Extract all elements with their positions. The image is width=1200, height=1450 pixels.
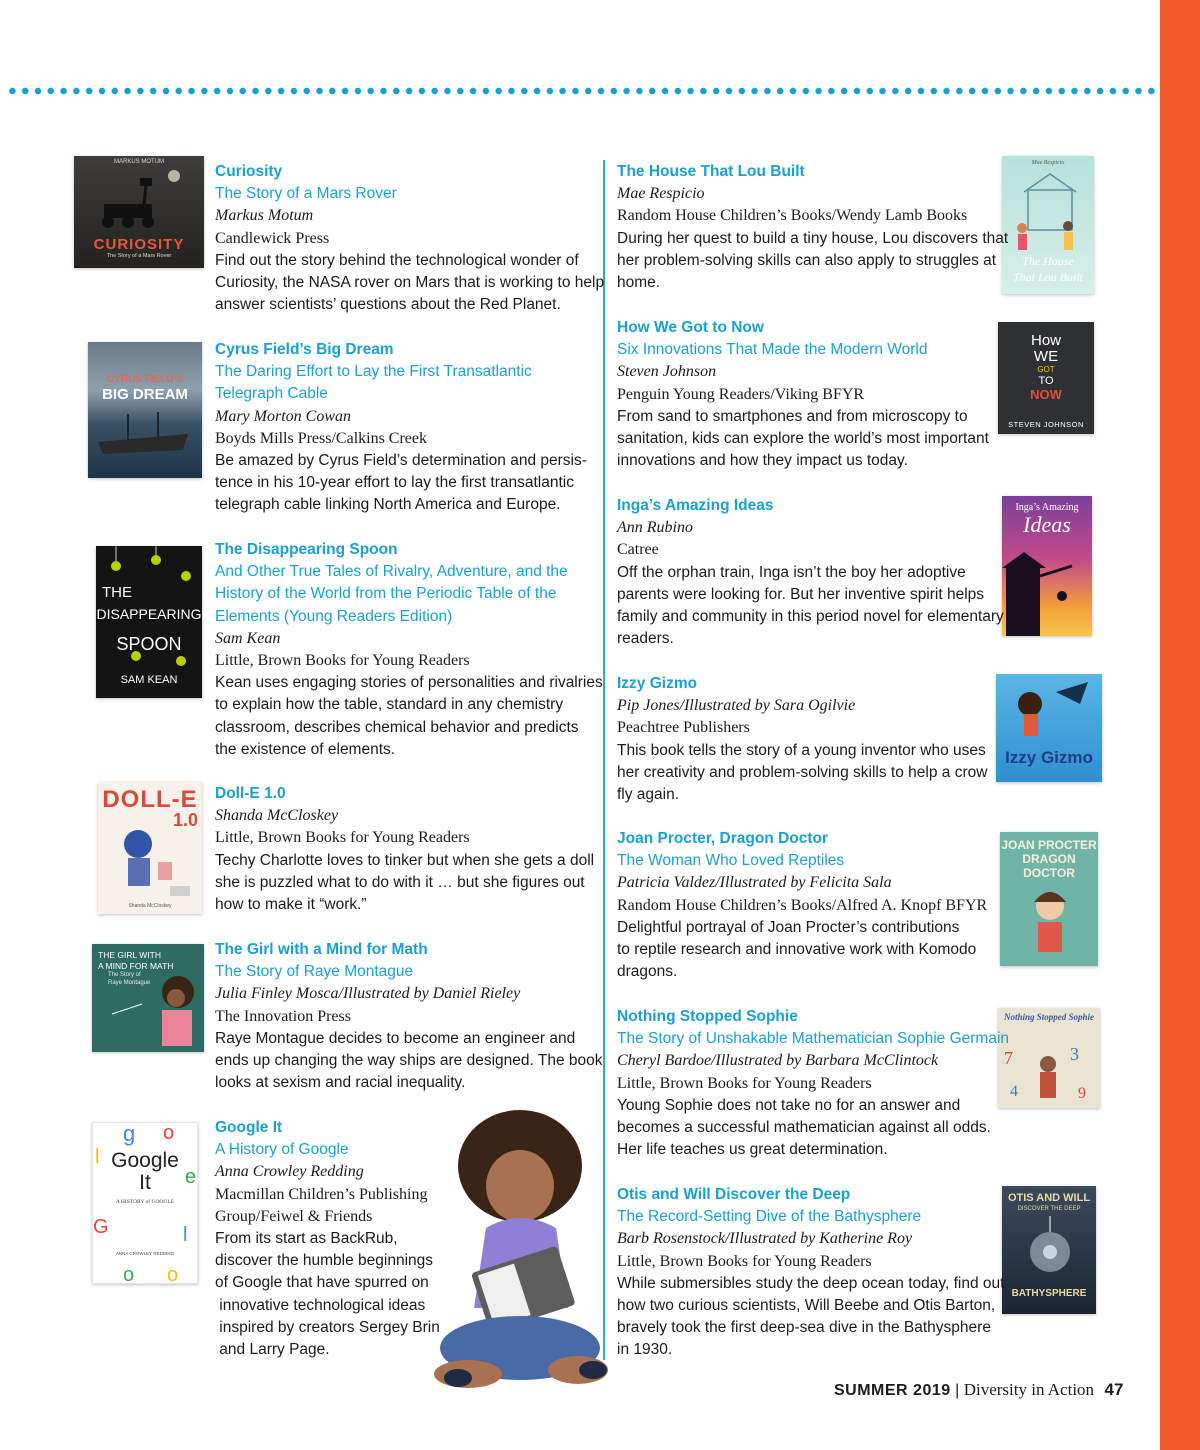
svg-text:9: 9 bbox=[1078, 1085, 1086, 1102]
page-edge-bar bbox=[1160, 0, 1200, 1450]
svg-text:7: 7 bbox=[1004, 1048, 1013, 1068]
book-title: The House That Lou Built bbox=[617, 163, 805, 180]
svg-text:l: l bbox=[95, 1146, 100, 1168]
cover-title-line-2: That Lou Built bbox=[1012, 270, 1083, 284]
cover-word-how: How bbox=[1030, 332, 1061, 349]
cover-curiosity bbox=[74, 156, 204, 268]
book-entry-house-lou-built bbox=[617, 161, 1008, 294]
cover-google-it bbox=[92, 1122, 198, 1284]
cover-version: 1.0 bbox=[172, 810, 198, 830]
book-entry-cyrus-field bbox=[215, 339, 587, 517]
book-publisher: Random House Children’s Books/Wendy Lamb Books bbox=[617, 207, 968, 225]
cover-subtitle: A HISTORY of GOOGLE bbox=[115, 1199, 175, 1205]
girl-with-doll-illustration bbox=[98, 782, 202, 914]
book-publisher: Macmillan Children’s Publishing bbox=[215, 1185, 428, 1203]
book-author: Sam Kean bbox=[215, 629, 281, 647]
book-description-line: Her life teaches us great determination. bbox=[617, 1141, 888, 1159]
cover-subtitle-1: The Story of bbox=[108, 972, 141, 978]
book-entry-joan-procter bbox=[617, 828, 987, 983]
book-title: The Girl with a Mind for Math bbox=[215, 941, 428, 958]
joan-portrait-illustration bbox=[1000, 832, 1098, 966]
book-subtitle: And Other True Tales of Rivalry, Adventure, and the bbox=[215, 563, 568, 581]
cover-title-it: It bbox=[139, 1171, 151, 1194]
book-description-line: her creativity and problem-solving skills to help a crow bbox=[617, 763, 988, 781]
cover-title-line-2: DRAGON DOCTOR bbox=[1022, 852, 1076, 880]
book-description-line: Find out the story behind the technological wonder of bbox=[215, 251, 579, 269]
book-entry-ingas-amazing-ideas bbox=[617, 495, 1004, 650]
footer-magazine: Diversity in Action bbox=[963, 1380, 1095, 1399]
book-author: Barb Rosenstock/Illustrated by Katherine Roy bbox=[617, 1230, 913, 1248]
book-description-line: telegraph cable linking North America and Europe. bbox=[215, 496, 561, 514]
book-subtitle: Six Innovations That Made the Modern World bbox=[617, 341, 928, 359]
svg-text:G: G bbox=[93, 1216, 109, 1238]
book-title: Doll-E 1.0 bbox=[215, 785, 286, 802]
book-subtitle: The Woman Who Loved Reptiles bbox=[617, 852, 845, 870]
book-description-line: fly again. bbox=[617, 786, 680, 804]
dotted-rule bbox=[6, 84, 1158, 98]
book-description-line: This book tells the story of a young inventor who uses bbox=[617, 741, 986, 759]
book-description-line: to reptile research and innovative work with Komodo bbox=[617, 941, 977, 959]
book-author: Mae Respicio bbox=[617, 185, 705, 203]
book-description-line: classroom, describes chemical behavior and predicts bbox=[215, 718, 579, 736]
book-description-line: parents were looking for. But her inventive spirit helps bbox=[617, 585, 985, 603]
book-description-line: how to make it “work.” bbox=[215, 896, 367, 914]
book-title: Nothing Stopped Sophie bbox=[617, 1008, 798, 1025]
book-description-line: looks at sexism and racial inequality. bbox=[215, 1074, 466, 1092]
book-description-line: answer scientists’ questions about the Red Planet. bbox=[215, 296, 561, 314]
svg-text:4: 4 bbox=[1010, 1083, 1018, 1100]
book-author: Shanda McCloskey bbox=[215, 807, 339, 825]
book-description-line: bravely took the first deep-sea dive in the Bathysphere bbox=[617, 1319, 991, 1337]
cover-author: Shanda McCloskey bbox=[128, 903, 172, 909]
cover-house-lou-built bbox=[1002, 156, 1094, 294]
girl-reading-photo bbox=[428, 1108, 613, 1408]
cover-otis-and-will bbox=[1002, 1186, 1096, 1314]
book-publisher: Group/Feiwel & Friends bbox=[215, 1207, 373, 1225]
cover-izzy-gizmo bbox=[996, 674, 1102, 782]
book-author: Patricia Valdez/Illustrated by Felicita Sala bbox=[617, 874, 892, 892]
footer-issue: SUMMER 2019 bbox=[834, 1382, 951, 1399]
girl-illustration bbox=[92, 944, 204, 1052]
cover-author: SAM KEAN bbox=[120, 674, 178, 686]
book-description-line: home. bbox=[617, 274, 661, 292]
book-description-line: Off the orphan train, Inga isn’t the boy her adoptive bbox=[617, 563, 966, 581]
book-description-line: and Larry Page. bbox=[215, 1341, 330, 1359]
book-description-line: tence in his 10-year effort to lay the first transatlantic bbox=[215, 474, 574, 492]
book-description-line: Curiosity, the NASA rover on Mars that is working to help bbox=[215, 274, 605, 292]
book-description-line: Delightful portrayal of Joan Procter’s contributions bbox=[617, 918, 960, 936]
cover-title-line-1: The House bbox=[1022, 254, 1074, 268]
book-author: Mary Morton Cowan bbox=[215, 407, 351, 425]
cover-word-to: TO bbox=[1038, 375, 1054, 387]
book-entry-doll-e bbox=[215, 783, 594, 916]
cover-how-we-got-to-now bbox=[998, 322, 1094, 434]
book-description-line: innovations and how they impact us today. bbox=[617, 452, 908, 470]
svg-text:3: 3 bbox=[1070, 1044, 1079, 1064]
cover-ingas-amazing-ideas bbox=[1002, 496, 1092, 636]
cover-title: DOLL-E bbox=[102, 786, 198, 813]
book-subtitle: Elements (Young Readers Edition) bbox=[215, 607, 453, 625]
book-description-line: From sand to smartphones and from microscopy to bbox=[617, 407, 968, 425]
book-description-line: readers. bbox=[617, 630, 674, 648]
book-subtitle: The Story of Raye Montague bbox=[215, 963, 414, 981]
book-entry-otis-and-will bbox=[617, 1184, 1004, 1362]
book-author: Markus Motum bbox=[215, 207, 314, 225]
cover-word-we: WE bbox=[1033, 348, 1059, 365]
book-entry-google-it bbox=[215, 1117, 440, 1361]
book-subtitle: Telegraph Cable bbox=[215, 385, 328, 403]
cover-title-the: THE bbox=[102, 584, 132, 601]
book-subtitle: The Story of a Mars Rover bbox=[215, 185, 397, 203]
cover-title: OTIS AND WILL bbox=[1007, 1192, 1091, 1204]
book-title: Curiosity bbox=[215, 163, 283, 180]
cover-bottom-title: BATHYSPHERE bbox=[1011, 1288, 1087, 1299]
page-footer bbox=[834, 1380, 1123, 1400]
footer-separator: | bbox=[955, 1382, 960, 1399]
cover-doll-e bbox=[98, 782, 202, 914]
book-title: The Disappearing Spoon bbox=[215, 541, 398, 558]
book-publisher: Random House Children’s Books/Alfred A. Knopf BFYR bbox=[617, 896, 988, 914]
book-publisher: Little, Brown Books for Young Readers bbox=[617, 1074, 872, 1092]
svg-text:g: g bbox=[123, 1123, 136, 1146]
book-description-line: ends up changing the way ships are designed. The book bbox=[215, 1052, 603, 1070]
book-description-line: family and community in this period novel for elementary bbox=[617, 608, 1004, 626]
cover-author: Mae Respicio bbox=[1031, 160, 1065, 166]
book-description-line: how two curious scientists, Will Beebe and Otis Barton, bbox=[617, 1297, 996, 1315]
cover-subtitle-2: Raye Montague bbox=[108, 980, 151, 986]
book-description-line: in 1930. bbox=[617, 1341, 673, 1359]
book-title: How We Got to Now bbox=[617, 319, 764, 336]
cover-title: Google bbox=[111, 1149, 179, 1172]
cover-author: STEVEN JOHNSON bbox=[1008, 420, 1084, 429]
cover-disappearing-spoon bbox=[96, 546, 202, 698]
cover-title-line-2: Ideas bbox=[1023, 512, 1071, 537]
cover-subtitle: DISCOVER THE DEEP bbox=[1017, 1206, 1081, 1212]
book-description-line: During her quest to build a tiny house, Lou discovers that bbox=[617, 229, 1009, 247]
cover-title-line-1: Inga’s Amazing bbox=[1015, 502, 1079, 513]
svg-text:o: o bbox=[167, 1264, 179, 1283]
cover-author: ANNA CROWLEY REDDING bbox=[115, 1251, 175, 1256]
google-letters-decoration bbox=[93, 1123, 197, 1283]
book-title: Cyrus Field’s Big Dream bbox=[215, 341, 394, 358]
book-description-line: discover the humble beginnings bbox=[215, 1252, 433, 1270]
book-entry-how-we-got-to-now bbox=[617, 317, 989, 472]
cover-title-line-2: BIG DREAM bbox=[102, 386, 188, 403]
book-author: Steven Johnson bbox=[617, 363, 717, 381]
cover-girl-mind-math bbox=[92, 944, 204, 1052]
cover-cyrus-field bbox=[88, 342, 202, 478]
book-description-line: she is puzzled what to do with it … but she figures out bbox=[215, 873, 585, 891]
cover-author: MARKUS MOTUM bbox=[114, 159, 164, 165]
cover-title: Izzy Gizmo bbox=[1005, 748, 1093, 767]
book-publisher: Candlewick Press bbox=[215, 229, 330, 247]
book-author: Cheryl Bardoe/Illustrated by Barbara McClintock bbox=[617, 1052, 939, 1070]
cover-joan-procter bbox=[1000, 832, 1098, 966]
cover-title-line-1: CYRUS FIELD’S bbox=[106, 374, 184, 385]
book-title: Google It bbox=[215, 1119, 283, 1136]
book-description-line: Kean uses engaging stories of personalities and rivalries bbox=[215, 674, 603, 692]
book-publisher: Little, Brown Books for Young Readers bbox=[617, 1252, 872, 1270]
book-publisher: Boyds Mills Press/Calkins Creek bbox=[215, 429, 428, 447]
book-subtitle: The Record-Setting Dive of the Bathysphere bbox=[617, 1208, 922, 1226]
cover-title-line-1: JOAN PROCTER bbox=[1001, 838, 1097, 852]
svg-text:o: o bbox=[163, 1123, 175, 1144]
book-description-line: of Google that have spurred on bbox=[215, 1274, 429, 1292]
book-description-line: Raye Montague decides to become an engineer and bbox=[215, 1029, 576, 1047]
book-description-line: dragons. bbox=[617, 963, 678, 981]
cover-title: Nothing Stopped Sophie bbox=[1003, 1012, 1095, 1022]
book-description-line: the existence of elements. bbox=[215, 740, 396, 758]
cover-subtitle: The Story of a Mars Rover bbox=[106, 253, 172, 259]
page-number: 47 bbox=[1104, 1380, 1124, 1399]
book-description-line: inspired by creators Sergey Brin bbox=[215, 1318, 440, 1336]
book-entry-nothing-stopped-sophie bbox=[617, 1006, 1009, 1161]
book-subtitle: The Story of Unshakable Mathematician Sophie Germain bbox=[617, 1030, 1010, 1048]
book-description-line: becomes a successful mathematician against all odds. bbox=[617, 1119, 991, 1137]
cover-nothing-stopped-sophie bbox=[998, 1008, 1100, 1108]
cover-title-line-2: A MIND FOR MATH bbox=[98, 961, 174, 971]
cover-title-line-1: THE GIRL WITH bbox=[98, 950, 161, 960]
book-subtitle: The Daring Effort to Lay the First Transatlantic bbox=[215, 363, 532, 381]
book-description-line: Young Sophie does not take no for an answer and bbox=[617, 1096, 961, 1114]
ship-illustration bbox=[88, 342, 202, 478]
svg-text:e: e bbox=[185, 1166, 197, 1188]
book-title: Otis and Will Discover the Deep bbox=[617, 1186, 851, 1203]
book-description-line: Be amazed by Cyrus Field’s determination and persis- bbox=[215, 452, 587, 470]
book-title: Inga’s Amazing Ideas bbox=[617, 497, 774, 514]
book-publisher: Peachtree Publishers bbox=[617, 719, 750, 737]
numbers-illustration bbox=[998, 1008, 1100, 1108]
svg-text:l: l bbox=[183, 1224, 188, 1246]
book-title: Izzy Gizmo bbox=[617, 675, 698, 692]
book-entry-girl-mind-math bbox=[215, 939, 603, 1094]
book-author: Anna Crowley Redding bbox=[215, 1163, 364, 1181]
book-description-line: Techy Charlotte loves to tinker but when she gets a doll bbox=[215, 851, 595, 869]
book-entry-disappearing-spoon bbox=[215, 539, 603, 761]
book-entry-izzy-gizmo bbox=[617, 673, 987, 806]
book-author: Ann Rubino bbox=[617, 519, 693, 537]
book-description-line: From its start as BackRub, bbox=[215, 1230, 398, 1248]
book-author: Julia Finley Mosca/Illustrated by Daniel Rieley bbox=[215, 985, 521, 1003]
book-description-line: her problem-solving skills can also apply to struggles at bbox=[617, 251, 997, 269]
book-publisher: Catree bbox=[617, 541, 659, 559]
cover-title-spoon: SPOON bbox=[116, 634, 182, 654]
girl-silhouette-illustration bbox=[1002, 496, 1092, 636]
book-title: Joan Procter, Dragon Doctor bbox=[617, 830, 829, 847]
book-description-line: to explain how the table, standard in any chemistry bbox=[215, 696, 564, 714]
book-publisher: The Innovation Press bbox=[215, 1007, 351, 1025]
book-description-line: While submersibles study the deep ocean today, find out bbox=[617, 1274, 1005, 1292]
book-publisher: Little, Brown Books for Young Readers bbox=[215, 829, 470, 847]
book-publisher: Little, Brown Books for Young Readers bbox=[215, 652, 470, 670]
svg-text:o: o bbox=[123, 1264, 135, 1283]
book-description-line: sanitation, kids can explore the world’s most important bbox=[617, 430, 989, 448]
cover-word-got: GOT bbox=[1037, 365, 1055, 374]
book-publisher: Penguin Young Readers/Viking BFYR bbox=[617, 385, 865, 403]
book-author: Pip Jones/Illustrated by Sara Ogilvie bbox=[617, 697, 856, 715]
cover-word-now: NOW bbox=[1030, 387, 1062, 402]
book-entry-curiosity bbox=[215, 161, 604, 316]
book-subtitle: A History of Google bbox=[215, 1141, 349, 1159]
cover-title-main: DISAPPEARING bbox=[96, 606, 202, 622]
book-subtitle: History of the World from the Periodic Table of the bbox=[215, 585, 557, 603]
book-description-line: innovative technological ideas bbox=[215, 1296, 426, 1314]
cover-title: CURIOSITY bbox=[93, 236, 185, 253]
